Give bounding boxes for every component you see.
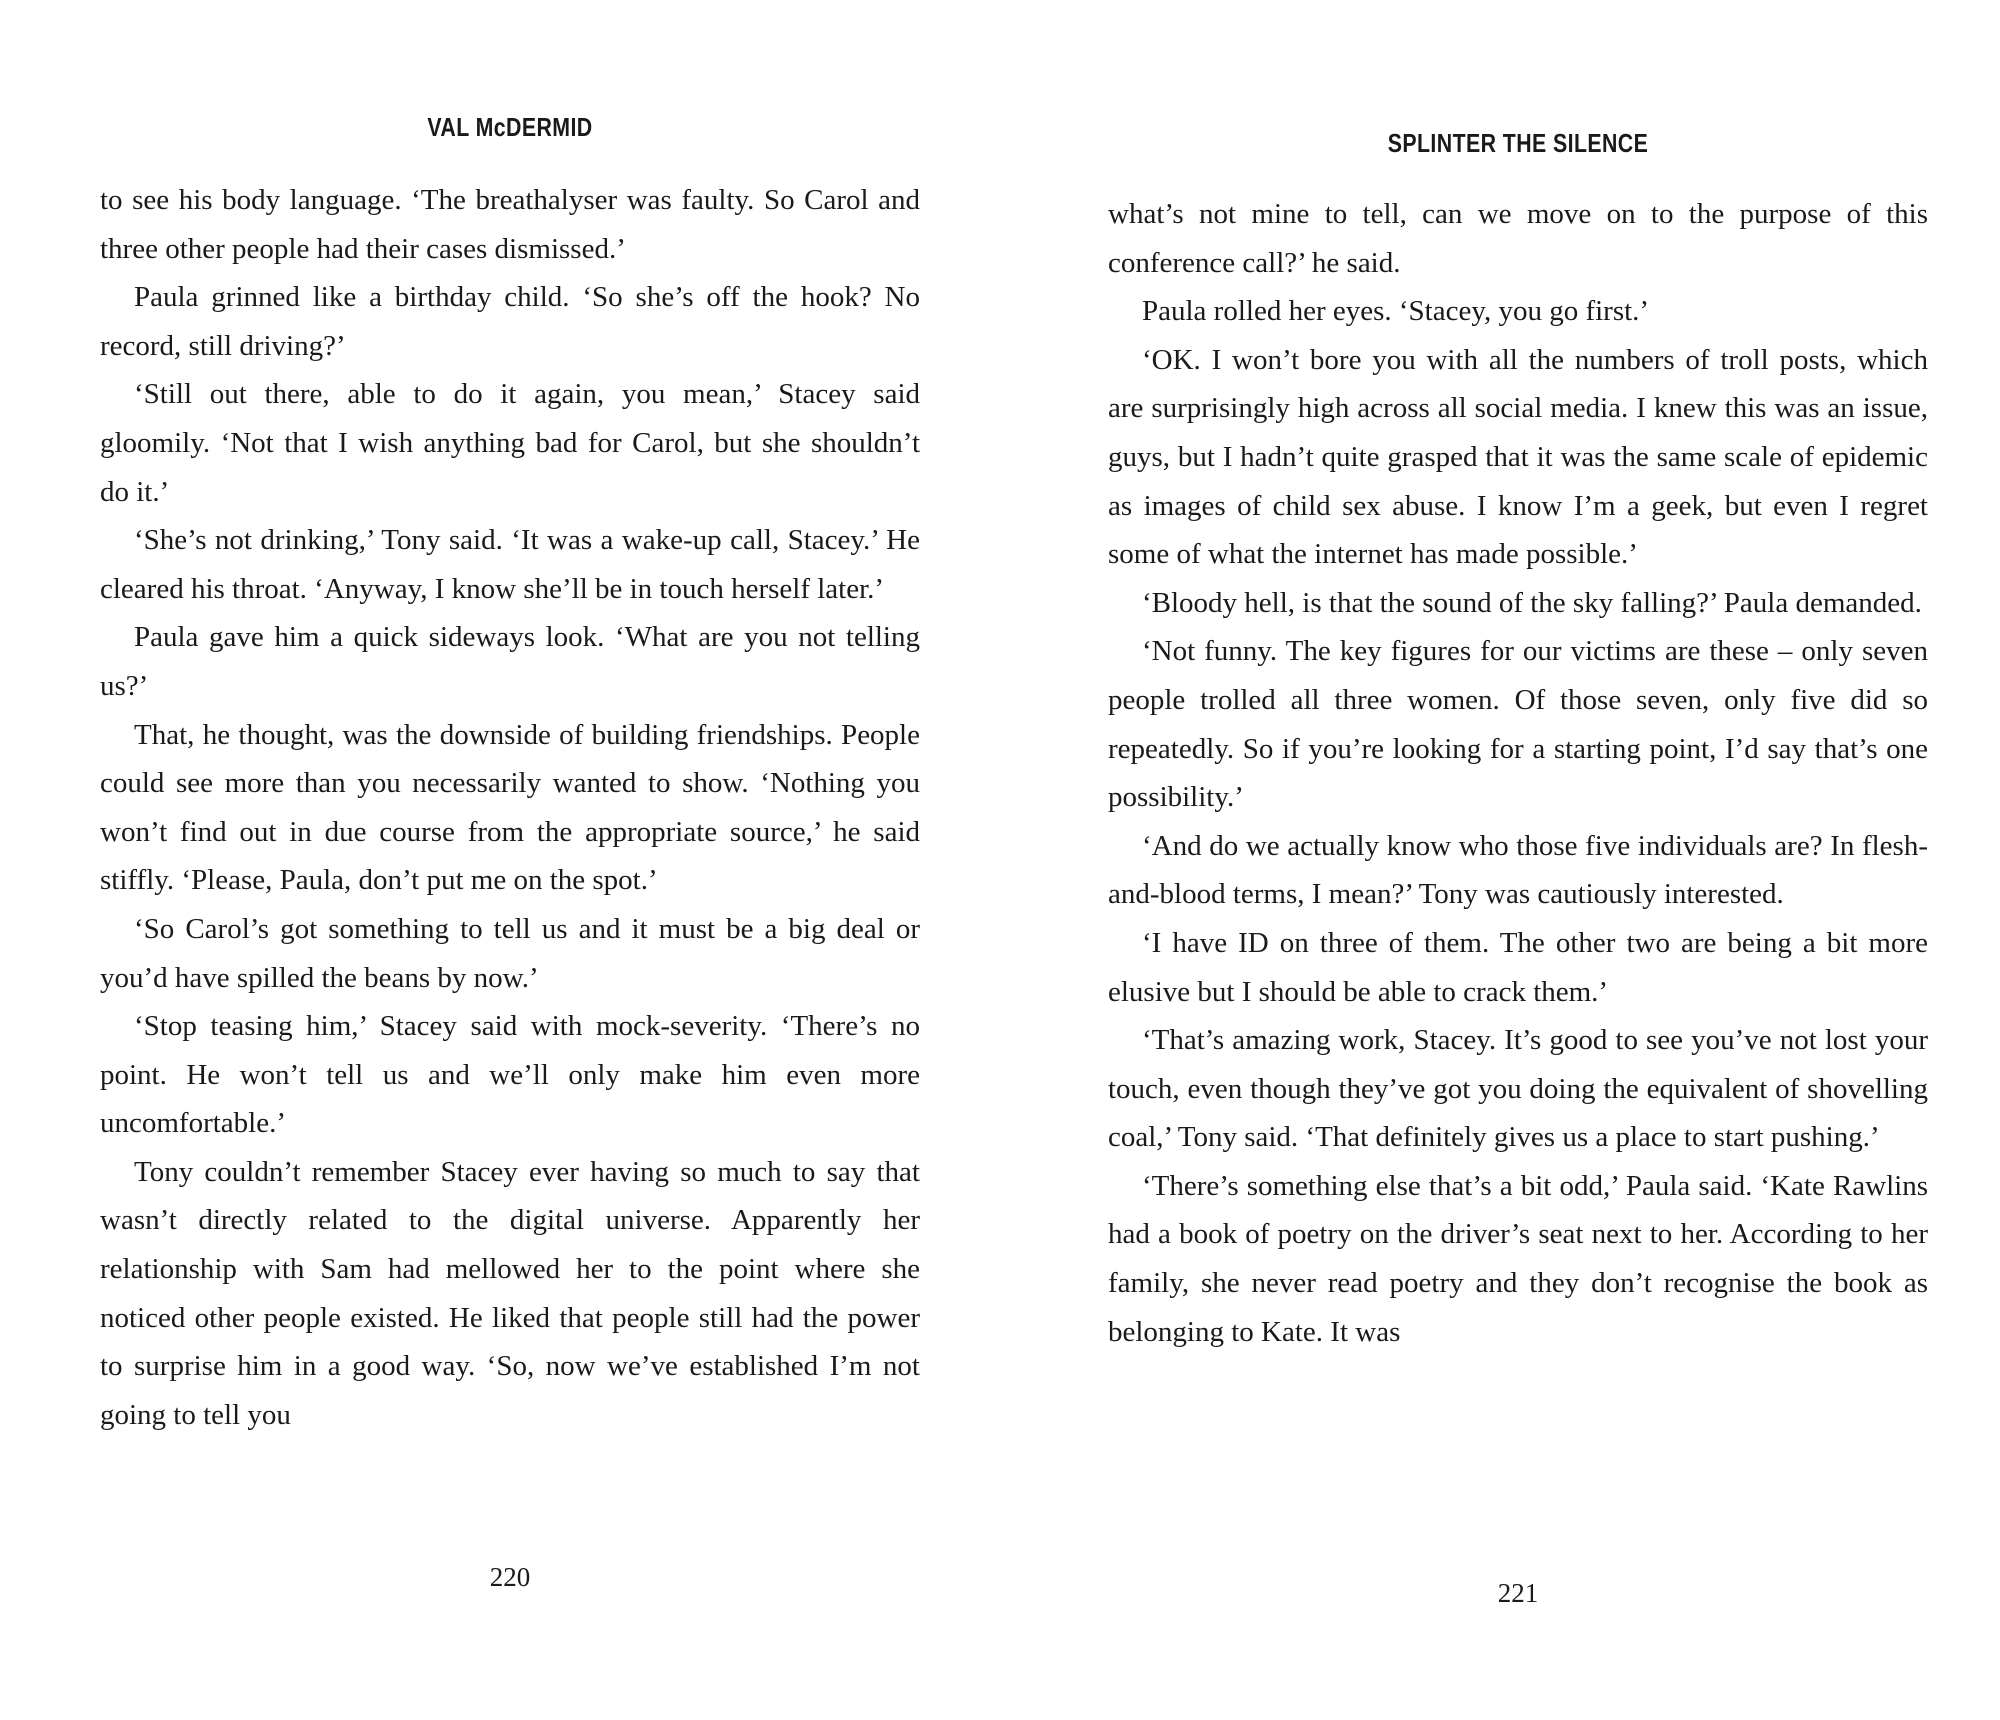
- paragraph: ‘Bloody hell, is that the sound of the sky falling?’ Paula demanded.: [1142, 586, 1922, 619]
- paragraph: what’s not mine to tell, can we move on to the purpose of this conference call?’ he said.: [1108, 198, 1928, 279]
- paragraph: ‘Still out there, able to do it again, you mean,’ Stacey said gloomily. ‘Not that I wish anything bad for Carol, but she shouldn’t do it.’: [100, 378, 920, 508]
- paragraph: ‘Not funny. The key figures for our victims are these – only seven people trolled all three women. Of those seven, only five did so repeatedly. So if you’re looking for a starting point, I’d say that’s one possibility.’: [1108, 635, 1928, 814]
- running-head-author: VAL McDERMID: [427, 112, 593, 142]
- running-head-title: SPLINTER THE SILENCE: [1387, 128, 1649, 158]
- left-page-body: [100, 176, 920, 1439]
- right-page-body: [1108, 190, 1928, 1356]
- paragraph: ‘And do we actually know who those five individuals are? In flesh-and-blood terms, I mean?’ Tony was cautiously interested.: [1108, 829, 1928, 911]
- paragraph: Paula gave him a quick sideways look. ‘What are you not telling us?’: [100, 621, 920, 702]
- paragraph: ‘OK. I won’t bore you with all the numbers of troll posts, which are surprisingly high across all social media. I knew this was an issue, guys, but I hadn’t quite grasped that it was the same scale of epidemic as images of child sex abuse. I know I’m a geek, but even I regret some of what the internet has made possible.’: [1108, 343, 1928, 571]
- paragraph: Paula grinned like a birthday child. ‘So she’s off the hook? No record, still driving?’: [100, 281, 920, 362]
- paragraph: ‘She’s not drinking,’ Tony said. ‘It was a wake-up call, Stacey.’ He cleared his throat. ‘Anyway, I know she’ll be in touch herself later.’: [100, 524, 920, 605]
- page-number: 220: [489, 1562, 531, 1592]
- paragraph: ‘That’s amazing work, Stacey. It’s good to see you’ve not lost your touch, even though they’ve got you doing the equivalent of shovelling coal,’ Tony said. ‘That definitely gives us a place to start pushing.’: [1108, 1024, 1928, 1154]
- paragraph: ‘So Carol’s got something to tell us and it must be a big deal or you’d have spilled the beans by now.’: [100, 912, 920, 994]
- paragraph: Tony couldn’t remember Stacey ever having so much to say that wasn’t directly related to the digital universe. Apparently her relationship with Sam had mellowed her to the point where she noticed other people existed. He liked that people still had the power to surprise him in a good way. ‘So, now we’ve established I’m not going to tell you: [100, 1155, 920, 1431]
- paragraph: to see his body language. ‘The breathalyser was faulty. So Carol and three other people had their cases dismissed.’: [100, 184, 920, 265]
- paragraph: ‘Stop teasing him,’ Stacey said with mock-severity. ‘There’s no point. He won’t tell us and we’ll only make him even more uncomfortable.’: [100, 1010, 920, 1140]
- paragraph: Paula rolled her eyes. ‘Stacey, you go first.’: [1142, 295, 1650, 328]
- paragraph: ‘There’s something else that’s a bit odd,’ Paula said. ‘Kate Rawlins had a book of poetry on the driver’s seat next to her. According to her family, she never read poetry and they don’t recognise the book as belonging to Kate. It was: [1108, 1169, 1928, 1348]
- paragraph: That, he thought, was the downside of building friendships. People could see more than you necessarily wanted to show. ‘Nothing you won’t find out in due course from the appropriate source,’ he said stiffly. ‘Please, Paula, don’t put me on the spot.’: [100, 718, 920, 897]
- paragraph: ‘I have ID on three of them. The other two are being a bit more elusive but I should be able to crack them.’: [1108, 926, 1928, 1008]
- page-number: 221: [1497, 1578, 1539, 1608]
